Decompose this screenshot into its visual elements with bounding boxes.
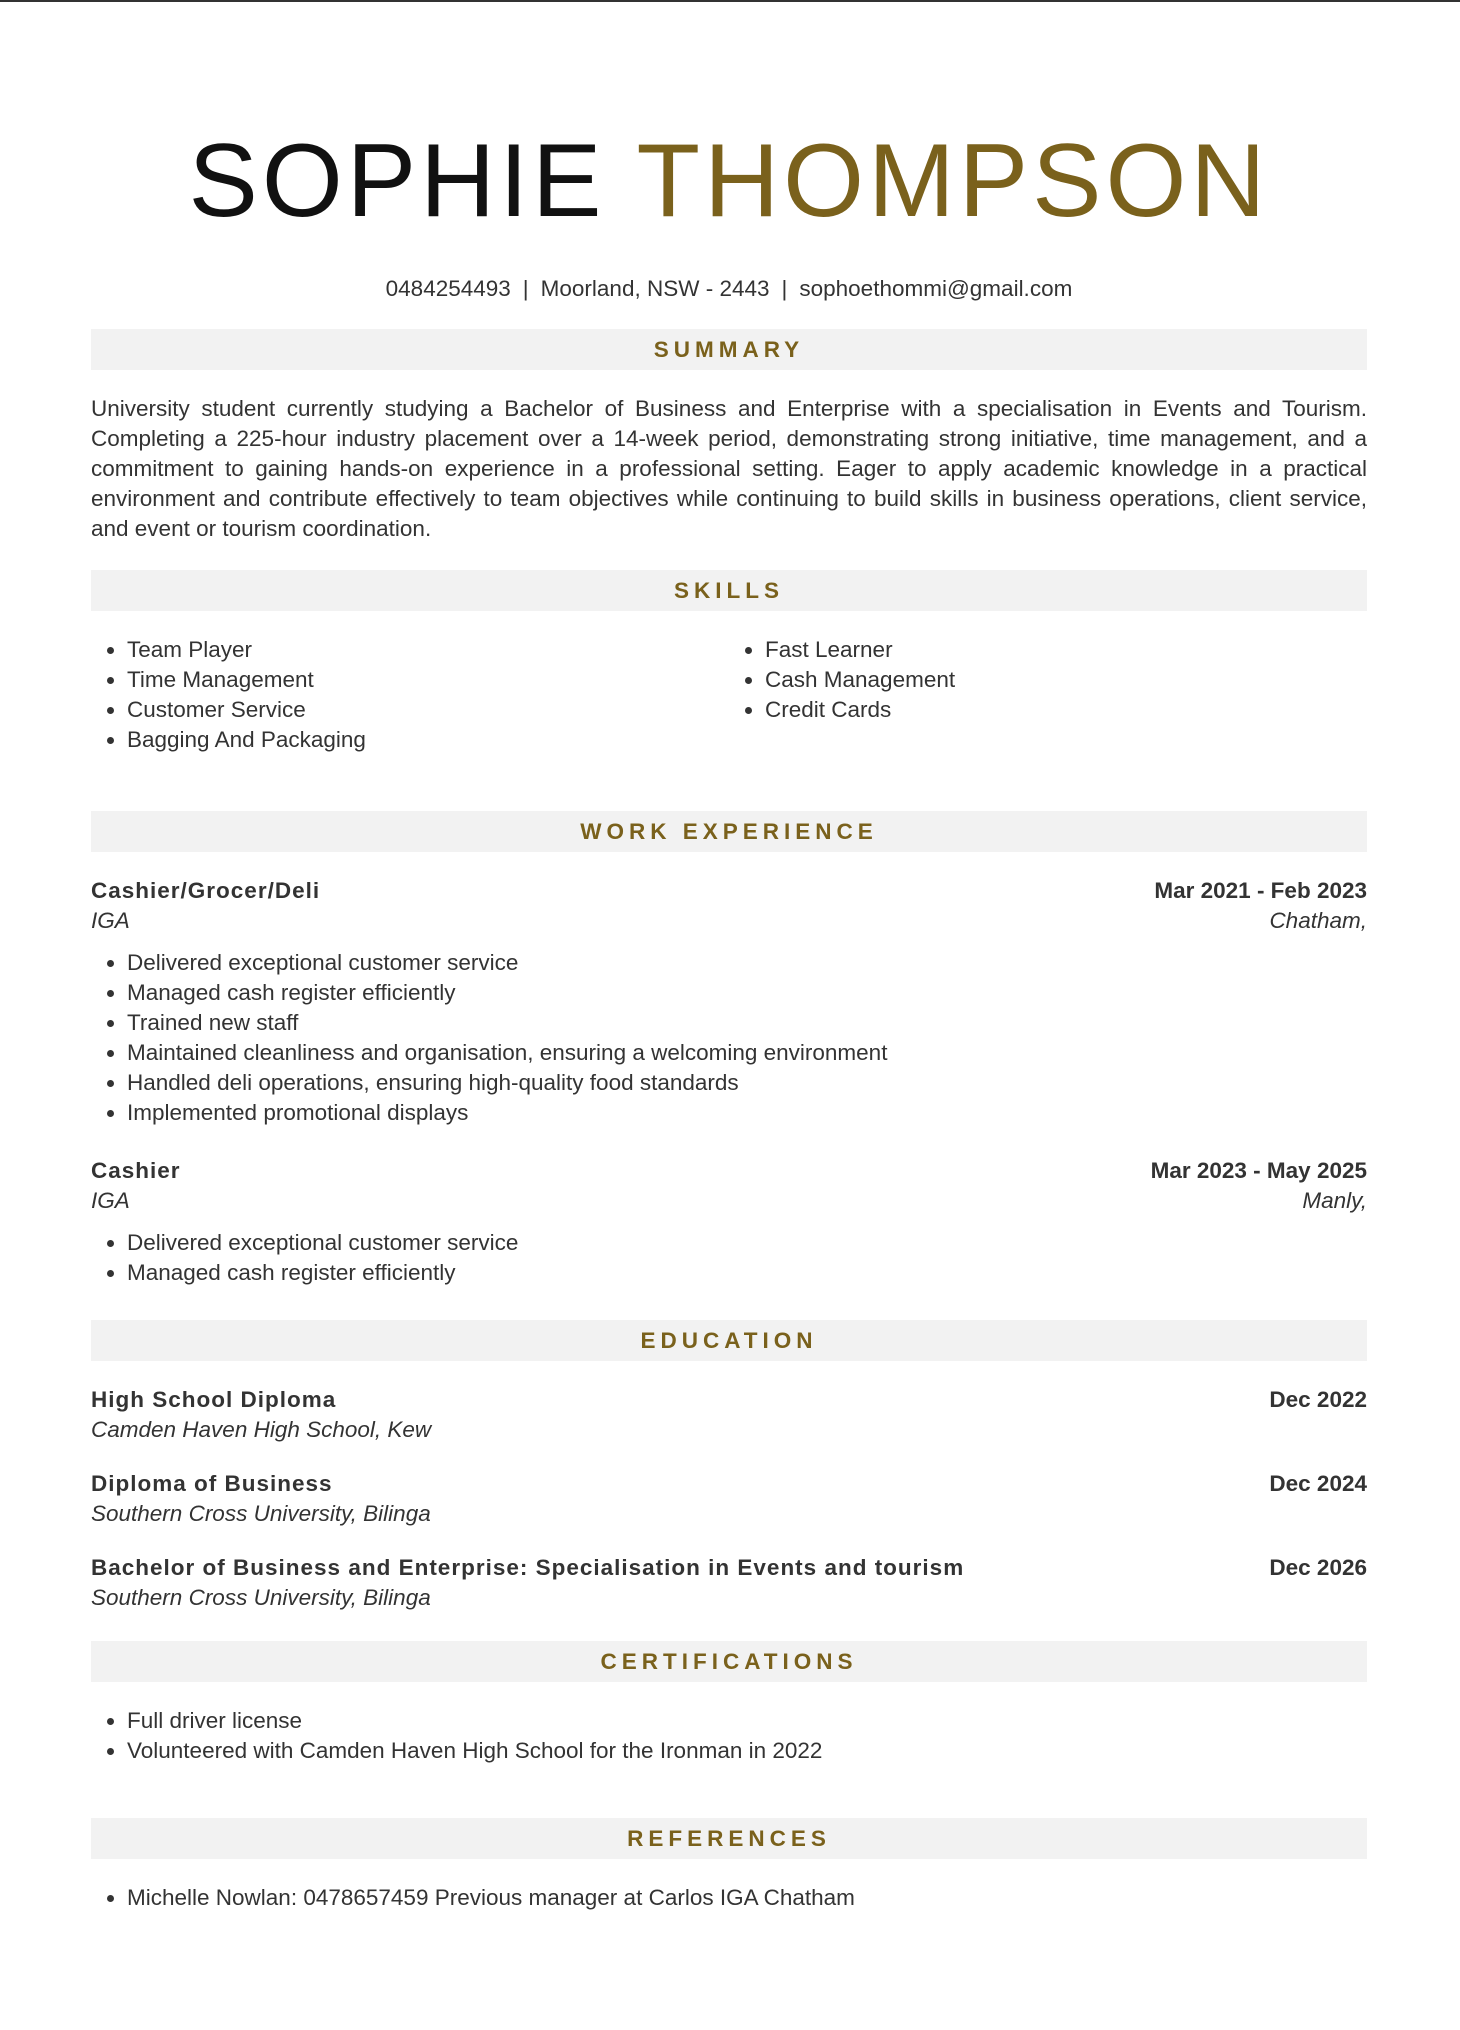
education-school-row — [91, 1499, 1367, 1529]
education-degree-row — [91, 1553, 1367, 1583]
certifications-heading: CERTIFICATIONS — [91, 1641, 1367, 1682]
summary-text: University student currently studying a Bachelor of Business and Enterprise with a specialisation in Events and Tourism. Completing a 225-hour industry placement over a 14-week period, demonstrating strong initiative, time management, and a commitment to gaining hands-on experience in a professional setting. Eager to apply academic knowledge in a practical environment and contribute effectively to team objectives while continuing to build skills in business operations, client service, and event or tourism coordination. — [91, 396, 1367, 541]
job-title: Cashier/Grocer/Deli — [91, 878, 321, 903]
education-entry — [91, 1469, 1367, 1529]
job-bullet: • Managed cash register efficiently — [127, 1258, 1367, 1288]
job-title-row — [91, 1156, 1367, 1186]
education-date: Dec 2026 — [1269, 1555, 1367, 1580]
certification-item: • Volunteered with Camden Haven High School for the Ironman in 2022 — [127, 1736, 1367, 1766]
certification-item: • Full driver license — [127, 1706, 1367, 1736]
job-bullets — [91, 948, 1367, 1128]
education-school: Camden Haven High School, Kew — [91, 1417, 432, 1442]
job-employer: IGA — [91, 908, 130, 933]
skill-item: • Bagging And Packaging — [127, 725, 729, 755]
job-title-row — [91, 876, 1367, 906]
skill-item: • Fast Learner — [765, 635, 1367, 665]
contact-separator: | — [522, 276, 529, 301]
education-school: Southern Cross University, Bilinga — [91, 1585, 431, 1610]
job-employer-row — [91, 906, 1367, 936]
skill-item: • Customer Service — [127, 695, 729, 725]
certifications-list — [91, 1706, 1367, 1766]
last-name: THOMPSON — [636, 123, 1270, 239]
education-school-row — [91, 1415, 1367, 1445]
references-list — [91, 1883, 1367, 1913]
job-bullet: • Implemented promotional displays — [127, 1098, 1367, 1128]
candidate-name — [91, 0, 1367, 239]
skills-list — [91, 635, 1367, 755]
education-degree-row — [91, 1469, 1367, 1499]
education-degree: Diploma of Business — [91, 1471, 333, 1496]
resume-page — [91, 0, 1367, 1913]
job-employer: IGA — [91, 1188, 130, 1213]
education-entry — [91, 1385, 1367, 1445]
contact-address: Moorland, NSW - 2443 — [540, 276, 770, 301]
job-employer-row — [91, 1186, 1367, 1216]
job-entry — [91, 876, 1367, 1128]
contact-email[interactable]: sophoethommi@gmail.com — [799, 276, 1073, 301]
education-degree: High School Diploma — [91, 1387, 337, 1412]
skill-item: • Team Player — [127, 635, 729, 665]
contact-line — [91, 274, 1367, 304]
first-name: SOPHIE — [188, 123, 606, 239]
contact-phone[interactable]: 0484254493 — [385, 276, 511, 301]
job-bullet: • Managed cash register efficiently — [127, 978, 1367, 1008]
job-dates: Mar 2021 - Feb 2023 — [1154, 878, 1367, 903]
education-degree-row — [91, 1385, 1367, 1415]
education-school: Southern Cross University, Bilinga — [91, 1501, 431, 1526]
job-bullet: • Handled deli operations, ensuring high-quality food standards — [127, 1068, 1367, 1098]
job-location: Chatham, — [1269, 908, 1367, 933]
job-entry — [91, 1156, 1367, 1288]
skill-item: • Time Management — [127, 665, 729, 695]
education-heading: EDUCATION — [91, 1320, 1367, 1361]
skills-column-right — [729, 635, 1367, 755]
job-bullet: • Maintained cleanliness and organisation, ensuring a welcoming environment — [127, 1038, 1367, 1068]
work-experience-heading: WORK EXPERIENCE — [91, 811, 1367, 852]
education-date: Dec 2024 — [1269, 1471, 1367, 1496]
education-school-row — [91, 1583, 1367, 1613]
reference-item: • Michelle Nowlan: 0478657459 Previous manager at Carlos IGA Chatham — [127, 1883, 1367, 1913]
education-date: Dec 2022 — [1269, 1387, 1367, 1412]
education-degree: Bachelor of Business and Enterprise: Specialisation in Events and tourism — [91, 1555, 965, 1580]
summary-heading: SUMMARY — [91, 329, 1367, 370]
job-title: Cashier — [91, 1158, 181, 1183]
job-location: Manly, — [1302, 1188, 1367, 1213]
skill-item: • Credit Cards — [765, 695, 1367, 725]
education-entry — [91, 1553, 1367, 1613]
job-bullet: • Delivered exceptional customer service — [127, 1228, 1367, 1258]
skills-column-left — [91, 635, 729, 755]
references-heading: REFERENCES — [91, 1818, 1367, 1859]
skills-heading: SKILLS — [91, 570, 1367, 611]
job-bullet: • Delivered exceptional customer service — [127, 948, 1367, 978]
job-bullet: • Trained new staff — [127, 1008, 1367, 1038]
job-dates: Mar 2023 - May 2025 — [1150, 1158, 1367, 1183]
contact-separator: | — [781, 276, 788, 301]
skill-item: • Cash Management — [765, 665, 1367, 695]
job-bullets — [91, 1228, 1367, 1288]
